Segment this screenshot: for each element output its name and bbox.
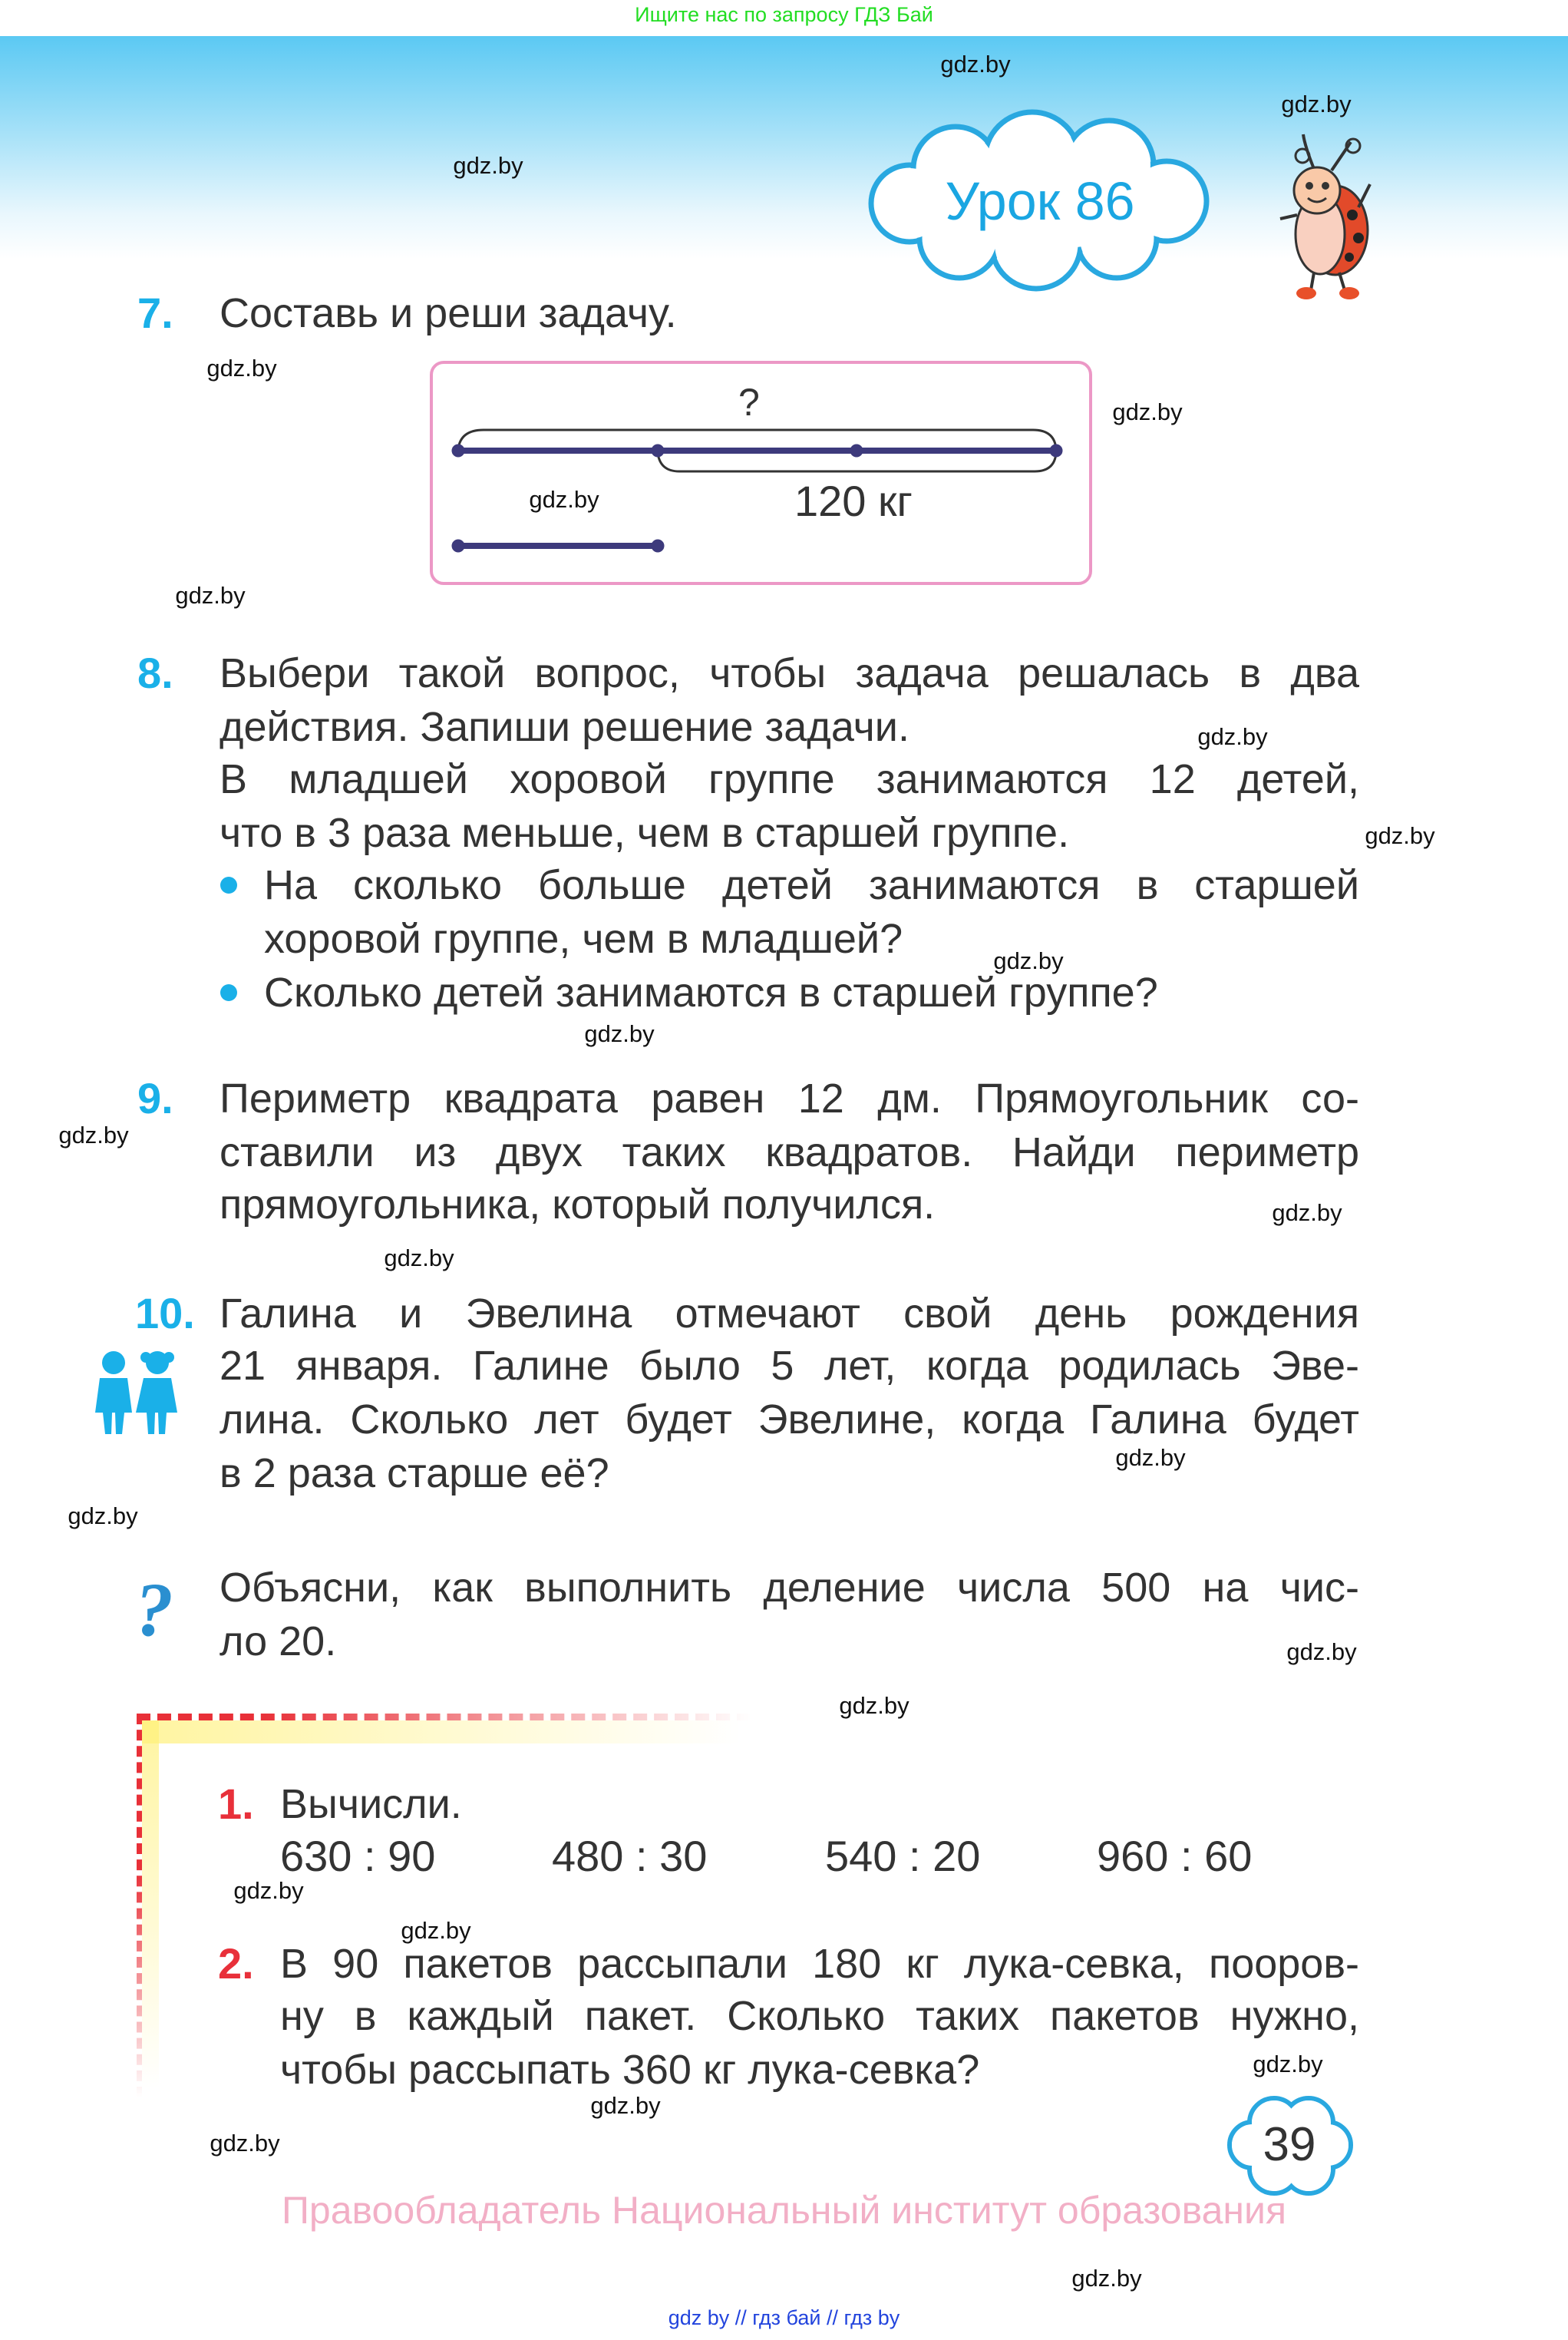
watermark: gdz.by	[206, 355, 277, 382]
watermark: gdz.by	[940, 51, 1011, 78]
watermark: gdz.by	[68, 1502, 138, 1529]
diagram-box	[430, 361, 1092, 585]
watermark: gdz.by	[1272, 1199, 1342, 1226]
review-2-line: чтобы рассыпать 360 кг лука-севка?	[280, 2047, 980, 2093]
review-frame-border	[137, 1714, 142, 2097]
search-hint-banner: Ищите нас по запросу ГДЗ Бай	[635, 3, 933, 26]
review-2-number: 2.	[218, 1939, 254, 1988]
watermark: gdz.by	[1281, 91, 1352, 117]
watermark: gdz.by	[384, 1244, 454, 1271]
watermark: gdz.by	[453, 152, 523, 179]
task-8-line: что в 3 раза меньше, чем в старшей группе.	[220, 810, 1070, 856]
task-10-line: Галина и Эвелина отмечают свой день рождения	[220, 1291, 1359, 1337]
task-10-number: 10.	[135, 1289, 195, 1337]
watermark: gdz.by	[210, 2130, 280, 2157]
ladybug-icon	[1280, 134, 1370, 299]
diagram-question-mark: ?	[738, 381, 760, 424]
watermark: gdz.by	[1197, 723, 1268, 750]
task-7-number: 7.	[137, 289, 173, 337]
expression: 960 : 60	[1097, 1832, 1253, 1880]
diagram-part-label: 120 кг	[794, 477, 913, 525]
review-1-number: 1.	[218, 1780, 254, 1828]
task-7-text: Составь и реши задачу.	[220, 290, 677, 336]
task-10-line: 21 января. Галине было 5 лет, когда родилась Эве-	[220, 1343, 1359, 1389]
task-8-line: Выбери такой вопрос, чтобы задача решалась в два	[220, 650, 1359, 696]
expression: 480 : 30	[552, 1832, 708, 1880]
task-10-line: лина. Сколько лет будет Эвелине, когда Галина будет	[220, 1396, 1359, 1443]
task-8-number: 8.	[137, 649, 173, 697]
option-1-line: хоровой группе, чем в младшей?	[264, 916, 903, 962]
bullet-icon	[220, 984, 237, 1001]
question-icon	[135, 1567, 173, 1652]
watermark: gdz.by	[1071, 2265, 1142, 2292]
task-9-line: ставили из двух таких квадратов. Найди периметр	[220, 1129, 1359, 1175]
watermark: gdz.by	[1286, 1638, 1357, 1665]
expression: 540 : 20	[825, 1832, 981, 1880]
lesson-title: Урок 86	[945, 171, 1135, 231]
watermark: gdz.by	[1115, 1444, 1186, 1471]
watermark: gdz.by	[401, 1917, 471, 1944]
watermark: gdz.by	[590, 2092, 661, 2119]
question-line: ло 20.	[220, 1618, 337, 1664]
kids-icon	[95, 1351, 177, 1434]
task-9-line: прямоугольника, который получился.	[220, 1182, 936, 1228]
task-9-number: 9.	[137, 1074, 173, 1122]
page-number: 39	[1263, 2118, 1316, 2171]
watermark: gdz.by	[175, 582, 246, 609]
copyright-notice: Правообладатель Национальный институт образования	[281, 2189, 1287, 2232]
watermark: gdz.by	[233, 1877, 304, 1904]
question-line: Объясни, как выполнить деление числа 500 на чис-	[220, 1565, 1359, 1611]
watermark: gdz.by	[529, 486, 599, 513]
watermark: gdz.by	[584, 1020, 655, 1047]
review-frame-border	[137, 1714, 751, 1720]
task-10-line: в 2 раза старше её?	[220, 1450, 609, 1496]
watermark: gdz.by	[993, 947, 1064, 974]
bullet-icon	[220, 877, 237, 894]
watermark: gdz.by	[1365, 822, 1435, 849]
task-8-line: действия. Запиши решение задачи.	[220, 704, 909, 750]
review-1-title: Вычисли.	[280, 1781, 462, 1827]
watermark: gdz.by	[839, 1692, 909, 1719]
review-frame-glow	[142, 1720, 741, 1743]
expression: 630 : 90	[280, 1832, 436, 1880]
watermark: gdz.by	[1112, 398, 1183, 425]
review-frame-glow	[142, 1720, 159, 2089]
task-8-line: В младшей хоровой группе занимаются 12 детей,	[220, 756, 1359, 802]
review-2-line: В 90 пакетов рассыпали 180 кг лука-севка, пооров-	[280, 1941, 1359, 1987]
svg-text:?: ?	[135, 1567, 173, 1652]
option-1-line: На сколько больше детей занимаются в старшей	[264, 862, 1359, 908]
option-2-line: Сколько детей занимаются в старшей группе?	[264, 970, 1158, 1016]
watermark: gdz.by	[58, 1122, 129, 1149]
footer-links[interactable]: gdz by // гдз бай // гдз by	[668, 2306, 900, 2329]
review-2-line: ну в каждый пакет. Сколько таких пакетов нужно,	[280, 1993, 1359, 2039]
task-9-line: Периметр квадрата равен 12 дм. Прямоугольник со-	[220, 1076, 1359, 1122]
watermark: gdz.by	[1253, 2051, 1323, 2077]
